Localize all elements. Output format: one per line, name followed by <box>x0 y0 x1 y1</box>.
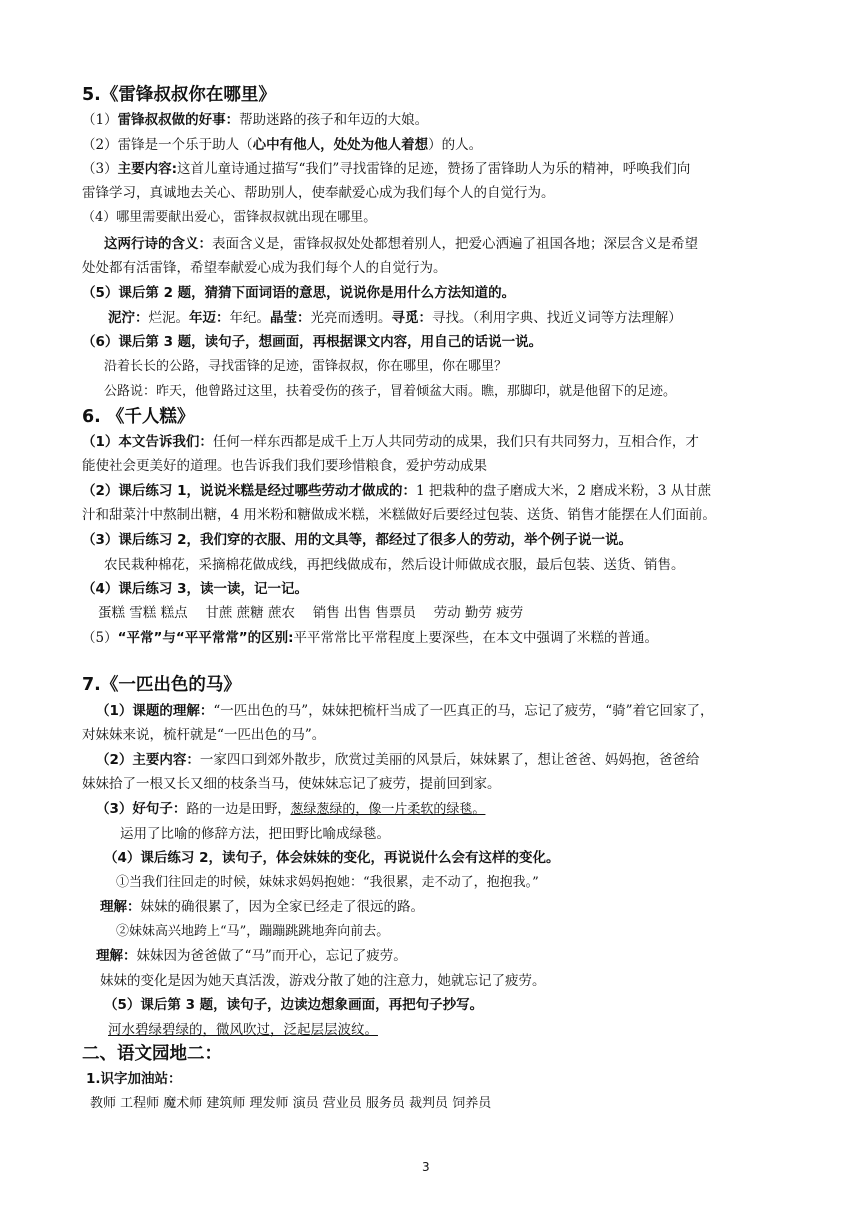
label: 理解： <box>96 948 137 964</box>
s7-line-9 <box>96 947 860 965</box>
label: 心中有他人，处处为他人着想 <box>252 137 429 153</box>
s7-line-5: （4）课后练习 2，读句子，体会妹妹的变化，再说说什么会有这样的变化。 <box>104 850 560 866</box>
text: 寻找。（利用字典、找近义词等方法理解） <box>432 310 682 326</box>
text: “一匹出色的马”，妹妹把梳杆当成了一匹真正的马，忘记了疲劳，“骑”着它回家了， <box>213 703 714 719</box>
label: 泥泞： <box>108 310 149 326</box>
s7-line-1 <box>96 702 860 720</box>
s5-line-1 <box>82 111 860 129</box>
label: 主要内容: <box>117 161 177 177</box>
text: 一家四口到郊外散步，欣赏过美丽的风景后，妹妹累了，想让爸爸、妈妈抱，爸爸给 <box>199 752 700 768</box>
label: 这两行诗的含义： <box>104 236 212 252</box>
section-title-7: 7.《一匹出色的马》 <box>82 675 241 695</box>
s6-line-5: （4）课后练习 3，读一读，记一记。 <box>82 581 308 597</box>
label: 晶莹： <box>270 310 311 326</box>
underlined-text: 葱绿葱绿的，像一片柔软的绿毯。 <box>290 802 486 817</box>
text: 1 把栽种的盘子磨成大米，2 磨成米粉，3 从甘蔗 <box>416 483 712 499</box>
section-title-6: 6. 《千人糕》 <box>82 407 195 427</box>
s6-line-4: 农民栽种棉花，采摘棉花做成线，再把线做成布，然后设计师做成衣服，最后包装、送货、销售。 <box>104 557 685 573</box>
text: 帮助迷路的孩子和年迈的大娘。 <box>239 112 429 128</box>
page-number: 3 <box>422 1160 430 1174</box>
s7-line-4: 运用了比喻的修辞方法，把田野比喻成绿毯。 <box>120 826 390 842</box>
label: （3）好句子： <box>96 801 187 817</box>
s7-line-2 <box>96 751 860 769</box>
text: 年纪。 <box>229 310 270 326</box>
label: （1）本文告诉我们： <box>82 434 213 450</box>
text: 妹妹因为爸爸做了“马”而开心，忘记了疲劳。 <box>136 948 407 964</box>
text: 妹妹的确很累了，因为全家已经走了很远的路。 <box>140 899 424 915</box>
text: 平平常常比平常程度上要深些，在本文中强调了米糕的普通。 <box>293 630 658 646</box>
section-title-yuwen-yuandi: 二、语文园地二： <box>82 1044 222 1064</box>
s5-line-8: （6）课后第 3 题，读句子，想画面，再根据课文内容，用自己的话说一说。 <box>82 334 543 350</box>
text: 路的一边是田野， <box>186 802 291 817</box>
s5-line-5 <box>104 235 860 253</box>
s6-line-7 <box>82 629 860 647</box>
s5-line-6: （5）课后第 2 题，猜猜下面词语的意思，说说你是用什么方法知道的。 <box>82 285 516 301</box>
text: （1） <box>82 112 118 128</box>
label: “平常”与“平平常常”的区别: <box>117 630 294 646</box>
s5-line-3b: 雷锋学习，真诚地去关心、帮助别人，使奉献爱心成为我们每个人的自觉行为。 <box>82 185 555 201</box>
label: （2）课后练习 1，说说米糕是经过哪些劳动才做成的： <box>82 483 416 499</box>
text: 表面含义是，雷锋叔叔处处都想着别人，把爱心洒遍了祖国各地；深层含义是希望 <box>212 236 698 252</box>
s6-line-2 <box>82 482 860 500</box>
s7-line-7 <box>100 898 860 916</box>
s5-line-4: （4）哪里需要献出爱心，雷锋叔叔就出现在哪里。 <box>82 210 377 225</box>
label: （1）课题的理解： <box>96 703 214 719</box>
s5-line-7 <box>108 309 860 327</box>
s8-line-2: 教师 工程师 魔术师 建筑师 理发师 演员 营业员 服务员 裁判员 饲养员 <box>90 1096 492 1111</box>
text: （5） <box>82 630 118 646</box>
s6-line-3: （3）课后练习 2，我们穿的衣服、用的文具等，都经过了很多人的劳动，举个例子说一说。 <box>82 532 632 548</box>
s7-line-8: ②妹妹高兴地跨上“马”，蹦蹦跳跳地奔向前去。 <box>116 924 390 939</box>
s7-line-3 <box>96 800 860 819</box>
s8-line-1: 1.识字加油站： <box>86 1071 182 1087</box>
label: 雷锋叔叔做的好事： <box>117 112 240 128</box>
s7-line-12: 河水碧绿碧绿的，微风吹过，泛起层层波纹。 <box>108 1022 378 1038</box>
text: 光亮而透明。 <box>310 310 392 326</box>
label: 寻觅： <box>391 310 432 326</box>
text: （3） <box>82 161 118 177</box>
s5-line-3 <box>82 160 860 178</box>
section-title-5: 5.《雷锋叔叔你在哪里》 <box>82 85 276 105</box>
s6-line-2b: 汁和甜菜汁中熬制出糖，4 用米粉和糖做成米糕，米糕做好后要经过包装、送货、销售才能摆在人们面前。 <box>82 507 716 523</box>
s5-line-10: 公路说：昨天，他曾路过这里，扶着受伤的孩子，冒着倾盆大雨。瞧，那脚印，就是他留下的足迹。 <box>104 384 677 399</box>
s5-line-2 <box>82 136 860 154</box>
s7-line-10: 妹妹的变化是因为她天真活泼，游戏分散了她的注意力，她就忘记了疲劳。 <box>100 973 546 989</box>
text: 任何一样东西都是成千上万人共同劳动的成果，我们只有共同努力，互相合作，才 <box>212 434 699 450</box>
text: 烂泥。 <box>148 310 189 326</box>
text: （2）雷锋是一个乐于助人（ <box>82 137 253 153</box>
s7-line-6: ①当我们往回走的时候，妹妹求妈妈抱她：“我很累，走不动了，抱抱我。” <box>116 875 539 890</box>
s5-line-5b: 处处都有活雷锋，希望奉献爱心成为我们每个人的自觉行为。 <box>82 260 447 276</box>
s6-line-6: 蛋糕 雪糕 糕点 甘蔗 蔗糖 蔗农 销售 出售 售票员 劳动 勤劳 疲劳 <box>98 605 524 621</box>
text: 这首儿童诗通过描写“我们”寻找雷锋的足迹，赞扬了雷锋助人为乐的精神，呼唤我们向 <box>177 161 691 177</box>
s6-line-1b: 能使社会更美好的道理。也告诉我们我们要珍惜粮食，爱护劳动成果 <box>82 458 487 474</box>
label: （2）主要内容： <box>96 752 200 768</box>
s7-line-2b: 妹妹拾了一根又长又细的枝条当马，使妹妹忘记了疲劳，提前回到家。 <box>82 776 501 792</box>
s6-line-1 <box>82 433 860 451</box>
text: ）的人。 <box>428 137 483 153</box>
s7-line-11: （5）课后第 3 题，读句子，边读边想象画面，再把句子抄写。 <box>104 997 484 1013</box>
label: 年迈： <box>189 310 230 326</box>
label: 理解： <box>100 899 141 915</box>
s7-line-1b: 对妹妹来说，梳杆就是“一匹出色的马”。 <box>82 727 326 743</box>
s5-line-9: 沿着长长的公路，寻找雷锋的足迹，雷锋叔叔，你在哪里，你在哪里？ <box>104 359 508 374</box>
